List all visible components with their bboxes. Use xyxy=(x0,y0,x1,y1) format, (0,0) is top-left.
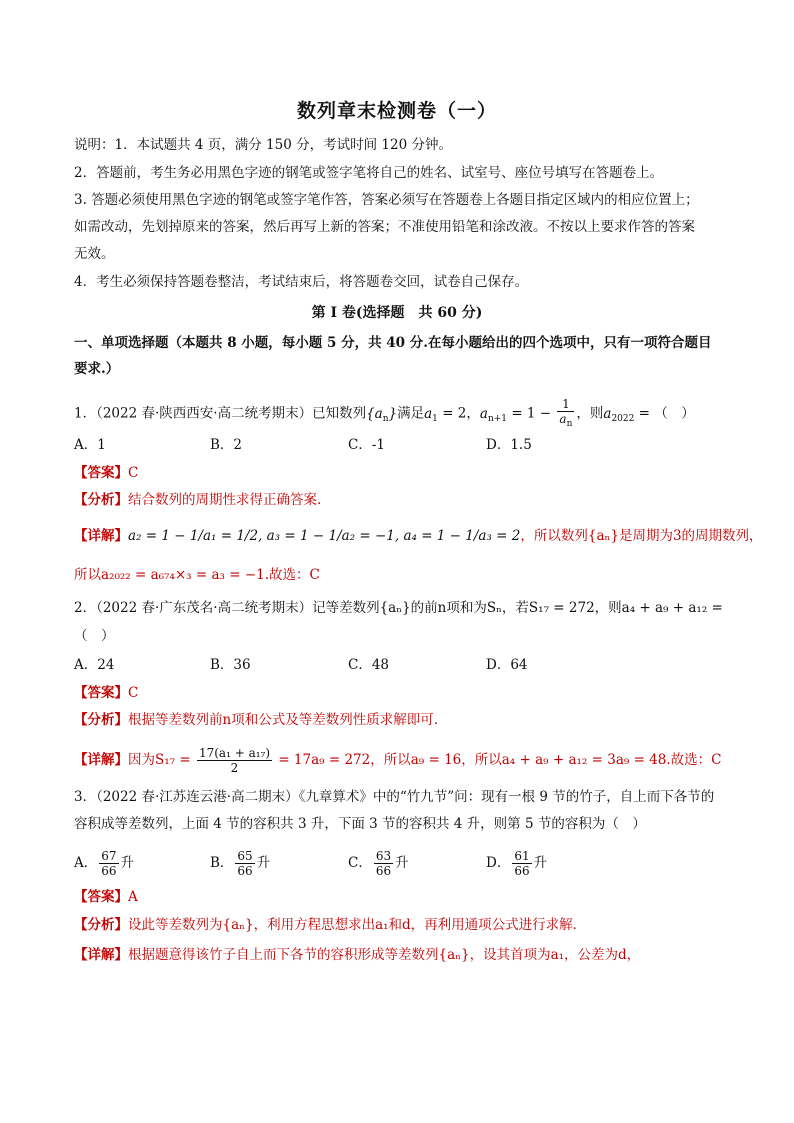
q2-option-c: C．48 xyxy=(348,657,390,673)
part-heading-line1: 一、单项选择题（本题共 8 小题，每小题 5 分，共 40 分.在每小题给出的四个选项中，只有一项符合题目 xyxy=(74,335,712,351)
q2-answer: 【答案】C xyxy=(74,685,139,701)
q2-analysis: 【分析】根据等差数列前n项和公式及等差数列性质求解即可. xyxy=(74,712,438,728)
q2-option-b: B．36 xyxy=(210,657,251,673)
q1-answer: 【答案】C xyxy=(74,465,139,481)
q2-option-d: D．64 xyxy=(486,657,528,673)
q2-detail: 【详解】因为S₁₇ = $\frac{\text{17(a₁ + a₁₇)}}{2}$ = 17a₉ = 272，所以a₉ = 16，所以a₄ + a₉ + a₁₂ = 3a₉ = 48.故选：C xyxy=(74,746,722,775)
instruction-line-4: 如需改动，先划掉原来的答案，然后再写上新的答案；不准使用铅笔和涂改液。不按以上要求作答的答案 xyxy=(74,219,695,235)
q3-option-d: D． $\frac{61}{66}$ 升 xyxy=(486,849,548,878)
q3-detail: 【详解】根据题意得该竹子自上而下各节的容积形成等差数列{aₙ}，设其首项为a₁，公差为d， xyxy=(74,947,641,963)
q3-stem-line1: 3．（2022 春·江苏连云港·高二期末）《九章算术》中的“竹九节”问：现有一根 9 节的竹子，自上而下各节的 xyxy=(74,789,715,805)
q1-option-a: A．1 xyxy=(74,437,106,453)
q2-stem-line1: 2．（2022 春·广东茂名·高二统考期末）记等差数列{aₙ}的前n项和为Sₙ，若S₁₇ = 272，则a₄ + a₉ + a₁₂ = xyxy=(74,600,723,616)
q2-option-a: A．24 xyxy=(74,657,115,673)
q1-option-d: D．1.5 xyxy=(486,437,532,453)
instruction-line-2: 2．答题前，考生务必用黑色字迹的钢笔或签字笔将自己的姓名、试室号、座位号填写在答题卷上。 xyxy=(74,165,664,181)
instruction-line-3: 3. 答题必须使用黑色字迹的钢笔或签字笔作答，答案必须写在答题卷上各题目指定区域内的相应位置上； xyxy=(74,192,699,208)
q1-option-c: C．-1 xyxy=(348,437,385,453)
q1-option-b: B．2 xyxy=(210,437,243,453)
q3-option-c: C． $\frac{63}{66}$ 升 xyxy=(348,849,409,878)
q3-option-b: B． $\frac{65}{66}$ 升 xyxy=(210,849,271,878)
q1-analysis: 【分析】结合数列的周期性求得正确答案. xyxy=(74,492,322,508)
q3-stem-line2: 容积成等差数列，上面 4 节的容积共 3 升，下面 3 节的容积共 4 升，则第 5 节的容积为（ ） xyxy=(74,816,646,832)
section-title: 第 I 卷(选择题 共 60 分) xyxy=(311,305,483,321)
instruction-line-6: 4．考生必须保持答题卷整洁，考试结束后，将答题卷交回，试卷自己保存。 xyxy=(74,274,529,290)
q1-stem: 1．（2022 春·陕西西安·高二统考期末）已知数列$\{a_n\}$满足$a_1 = 2$，$a_{n+1} = 1$ − $\frac{1}{a_n}$ ，则$a_{2022}$ = （ ） xyxy=(74,397,695,429)
q3-option-a: A． $\frac{67}{66}$ 升 xyxy=(74,849,135,878)
q3-answer: 【答案】A xyxy=(74,889,138,905)
page-title: 数列章末检测卷（一） xyxy=(296,100,497,122)
part-heading-line2: 要求.） xyxy=(74,361,120,377)
q3-analysis: 【分析】设此等差数列为{aₙ}，利用方程思想求出a₁和d，再利用通项公式进行求解． xyxy=(74,917,587,933)
q1-detail: 【详解】a₂ = 1 − 1/a₁ = 1/2, a₃ = 1 − 1/a₂ = −1, a₄ = 1 − 1/a₃ = 2，所以数列{aₙ}是周期为3的周期数列， xyxy=(74,528,763,544)
instruction-line-5: 无效。 xyxy=(74,246,115,262)
instruction-line-1: 说明：1．本试题共 4 页，满分 150 分，考试时间 120 分钟。 xyxy=(74,137,452,153)
q1-fraction: $\frac{1}{a_n}$ xyxy=(559,397,573,429)
q2-stem-line2: （ ） xyxy=(74,628,115,644)
q1-detail-line2: 所以a₂₀₂₂ = a₆₇₄×₃ = a₃ = −1.故选：C xyxy=(74,567,320,583)
